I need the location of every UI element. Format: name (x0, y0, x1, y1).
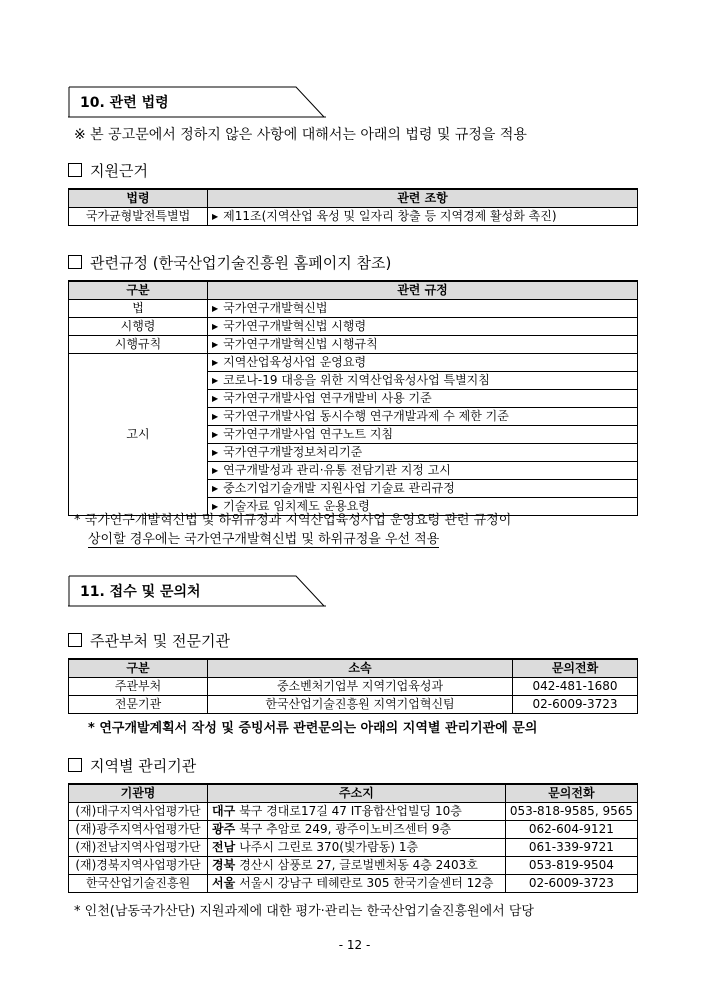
dept-subtitle (68, 630, 230, 651)
triangle-bullet-icon: ▶ (212, 358, 219, 367)
region-org: (재)대구지역사업평가단 (69, 803, 208, 821)
region-addr-cell (208, 803, 506, 821)
checkbox-square-icon (68, 633, 82, 647)
page-number: - 12 - (338, 938, 371, 952)
rules-table (68, 280, 638, 516)
region-header-addr: 주소지 (208, 784, 506, 803)
dept-title: 주관부처 및 전문기관 (90, 632, 230, 650)
basis-header-law: 법령 (69, 189, 208, 208)
region-phone: 053-819-9504 (505, 857, 637, 875)
rules-note-2 (88, 531, 439, 549)
basis-law: 국가균형발전특별법 (69, 208, 208, 226)
section-11-header (68, 575, 326, 607)
triangle-bullet-icon: ▶ (212, 466, 219, 475)
checkbox-square-icon (68, 255, 82, 269)
dept-type: 주관부처 (69, 678, 208, 696)
dept-table (68, 658, 638, 714)
rules-item-text: 중소기업기술개발 지원사업 기술료 관리규정 (223, 481, 455, 495)
region-addr: 북구 추암로 249, 광주이노비즈센터 9층 (239, 822, 452, 836)
rules-item-text: 지역산업육성사업 운영요령 (223, 355, 367, 369)
basis-article-cell (208, 208, 638, 226)
triangle-bullet-icon: ▶ (212, 376, 219, 385)
dept-header-type: 구분 (69, 659, 208, 678)
section-11-title: 11. 접수 및 문의처 (80, 584, 201, 600)
region-note: * 인천(남동국가산단) 지원과제에 대한 평가·관리는 한국산업기술진흥원에서 담당 (74, 904, 534, 919)
triangle-bullet-icon: ▶ (212, 340, 219, 349)
region-title: 지역별 관리기관 (90, 757, 197, 775)
checkbox-square-icon (68, 758, 82, 772)
section-10-note: ※ 본 공고문에서 정하지 않은 사항에 대해서는 아래의 법령 및 규정을 적용 (74, 127, 527, 143)
dept-note: * 연구개발계획서 작성 및 증빙서류 관련문의는 아래의 지역별 관리기관에 문의 (88, 721, 538, 736)
rules-item (208, 354, 638, 372)
rules-item-text: 기술자료 임치제도 운용요령 (223, 499, 370, 513)
rules-note-1: * 국가연구개발혁신법 및 하위규정과 지역산업육성사업 운영요령 관련 규정이 (74, 513, 512, 528)
table-row (69, 875, 638, 893)
region-org: (재)경북지역사업평가단 (69, 857, 208, 875)
dept-org: 한국산업기술진흥원 지역기업혁신팀 (208, 696, 513, 714)
region-subtitle (68, 755, 196, 776)
rules-item-text: 연구개발성과 관리·유통 전담기관 지정 고시 (223, 463, 451, 477)
rules-item-text: 국가연구개발사업 연구노트 지침 (223, 427, 394, 441)
rules-item-text: 코로나-19 대응을 위한 지역산업육성사업 특별지침 (223, 373, 490, 387)
dept-org: 중소벤처기업부 지역기업육성과 (208, 678, 513, 696)
triangle-bullet-icon: ▶ (212, 394, 219, 403)
rules-item (208, 444, 638, 462)
region-phone: 053-818-9585, 9565 (505, 803, 637, 821)
table-row (69, 354, 638, 372)
dept-type: 전문기관 (69, 696, 208, 714)
region-addr: 북구 경대로17길 47 IT융합산업빌딩 10층 (239, 804, 462, 818)
basis-header-article: 관련 조항 (208, 189, 638, 208)
rules-item-text: 국가연구개발혁신법 (223, 301, 328, 315)
table-row (69, 821, 638, 839)
triangle-bullet-icon: ▶ (212, 212, 219, 221)
triangle-bullet-icon: ▶ (212, 502, 219, 511)
rules-title: 관련규정 (한국산업기술진흥원 홈페이지 참조) (90, 254, 392, 272)
rules-item (208, 318, 638, 336)
region-name: 전남 (212, 840, 236, 854)
rules-header-rule: 관련 규정 (208, 281, 638, 300)
rules-item (208, 300, 638, 318)
basis-title: 지원근거 (90, 162, 148, 180)
section-10-title: 10. 관련 법령 (80, 95, 169, 111)
triangle-bullet-icon: ▶ (212, 484, 219, 493)
rules-item (208, 426, 638, 444)
region-addr: 나주시 그린로 370(빛가람동) 1층 (239, 840, 419, 854)
basis-article: 제11조(지역산업 육성 및 일자리 창출 등 지역경제 활성화 촉진) (223, 209, 557, 223)
rules-cat: 법 (69, 300, 208, 318)
region-header-phone: 문의전화 (505, 784, 637, 803)
table-row (69, 696, 638, 714)
rules-item-text: 국가연구개발혁신법 시행규칙 (223, 337, 378, 351)
rules-item-text: 국가연구개발혁신법 시행령 (223, 319, 367, 333)
rules-item-text: 국가연구개발정보처리기준 (223, 445, 363, 459)
region-name: 서울 (212, 876, 236, 890)
region-org: (재)전남지역사업평가단 (69, 839, 208, 857)
region-name: 경북 (212, 858, 236, 872)
table-row (69, 208, 638, 226)
table-row (69, 803, 638, 821)
triangle-bullet-icon: ▶ (212, 304, 219, 313)
triangle-bullet-icon: ▶ (212, 430, 219, 439)
table-row (69, 300, 638, 318)
rules-item (208, 408, 638, 426)
region-org: (재)광주지역사업평가단 (69, 821, 208, 839)
triangle-bullet-icon: ▶ (212, 448, 219, 457)
rules-subtitle (68, 252, 391, 273)
table-row (69, 839, 638, 857)
table-row (69, 857, 638, 875)
region-addr-cell (208, 875, 506, 893)
rules-cat: 시행규칙 (69, 336, 208, 354)
table-row (69, 336, 638, 354)
rules-header-cat: 구분 (69, 281, 208, 300)
rules-item (208, 372, 638, 390)
rules-item (208, 336, 638, 354)
region-addr-cell (208, 839, 506, 857)
region-addr: 서울시 강남구 테헤란로 305 한국기술센터 12층 (239, 876, 494, 890)
dept-header-phone: 문의전화 (513, 659, 638, 678)
region-phone: 061-339-9721 (505, 839, 637, 857)
region-addr-cell (208, 821, 506, 839)
region-name: 대구 (212, 804, 236, 818)
region-table (68, 783, 638, 893)
triangle-bullet-icon: ▶ (212, 322, 219, 331)
region-phone: 02-6009-3723 (505, 875, 637, 893)
region-org: 한국산업기술진흥원 (69, 875, 208, 893)
basis-table (68, 188, 638, 226)
rules-note-2-text: 상이할 경우에는 국가연구개발혁신법 및 하위규정을 우선 적용 (88, 532, 440, 547)
region-addr: 경산시 삼풍로 27, 글로벌벤처동 4층 2403호 (239, 858, 478, 872)
region-addr-cell (208, 857, 506, 875)
section-10-header (68, 86, 326, 118)
rules-cat: 시행령 (69, 318, 208, 336)
checkbox-square-icon (68, 163, 82, 177)
region-header-org: 기관명 (69, 784, 208, 803)
rules-cat: 고시 (69, 354, 208, 516)
dept-phone: 042-481-1680 (513, 678, 638, 696)
table-row (69, 318, 638, 336)
rules-item-text: 국가연구개발사업 연구개발비 사용 기준 (223, 391, 432, 405)
region-phone: 062-604-9121 (505, 821, 637, 839)
table-row (69, 678, 638, 696)
basis-subtitle (68, 160, 148, 181)
dept-phone: 02-6009-3723 (513, 696, 638, 714)
rules-item (208, 480, 638, 498)
rules-item-text: 국가연구개발사업 동시수행 연구개발과제 수 제한 기준 (223, 409, 509, 423)
region-name: 광주 (212, 822, 236, 836)
triangle-bullet-icon: ▶ (212, 412, 219, 421)
rules-item (208, 462, 638, 480)
rules-item (208, 390, 638, 408)
dept-header-org: 소속 (208, 659, 513, 678)
